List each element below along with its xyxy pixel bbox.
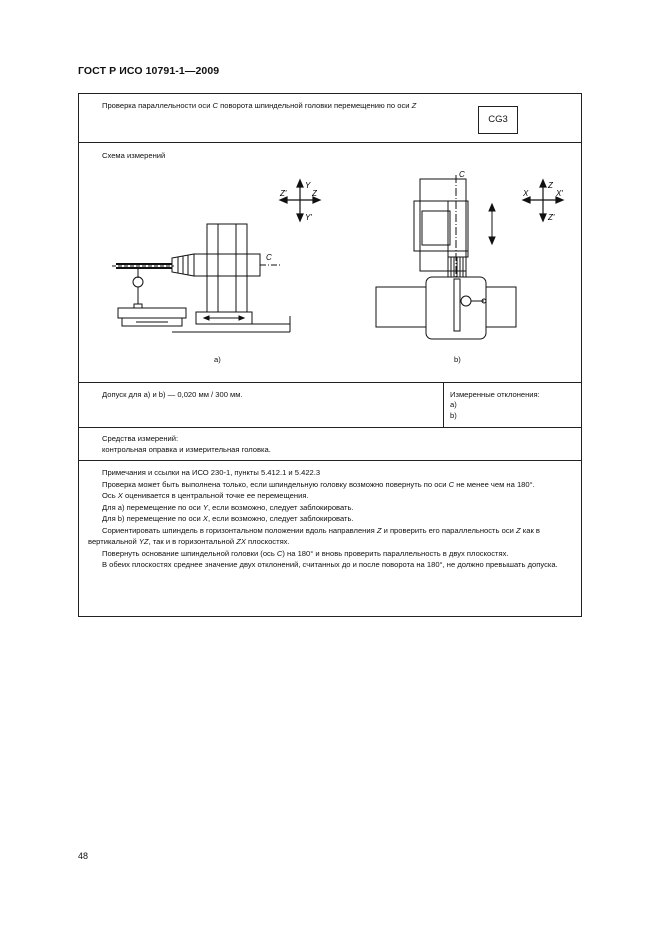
- row-divider: [79, 427, 581, 428]
- axis-label: Z': [548, 213, 555, 222]
- axis-label: Y: [305, 181, 311, 190]
- measured-b: b): [450, 411, 457, 420]
- measured-a: а): [450, 400, 457, 409]
- axis-c-label: C: [459, 170, 465, 179]
- row-divider: [79, 382, 581, 383]
- note-paragraph: Для а) перемещение по оси Y, если возможно, следует заблокировать.: [102, 502, 354, 512]
- tolerance-text: Допуск для а) и b) — 0,020 мм / 300 мм.: [102, 390, 243, 399]
- measured-label: Измеренные отклонения:: [450, 390, 540, 399]
- check-title: Проверка параллельности оси C поворота шпиндельной головки перемещению по оси Z: [102, 101, 417, 110]
- machine-drawing-b: [370, 165, 530, 350]
- scheme-label: Схема измерений: [102, 151, 166, 160]
- axes-symbol-b: [515, 178, 575, 226]
- note-paragraph: Для b) перемещение по оси X, если возможно, следует заблокировать.: [102, 514, 354, 523]
- page-number: 48: [78, 851, 89, 861]
- notes-heading: Примечания и ссылки на ИСО 230-1, пункты 5.412.1 и 5.422.3: [102, 468, 321, 477]
- axis-label: Z': [280, 189, 287, 198]
- instruments-label: Средства измерений:: [102, 434, 179, 443]
- axis-label: X: [523, 189, 529, 198]
- row-divider: [79, 142, 581, 143]
- note-paragraph: Повернуть основание шпиндельной головки (ось C) на 180° и вновь проверить параллельность в двух плоскостях.: [102, 548, 509, 558]
- row-divider: [79, 460, 581, 461]
- axis-label: X': [556, 189, 563, 198]
- axis-label: Z: [312, 189, 317, 198]
- column-divider: [443, 382, 444, 427]
- axis-c-label: C: [266, 253, 272, 262]
- note-paragraph: Сориентировать шпиндель в горизонтальном положении вдоль направления Z и проверить его параллельность оси Z как в вертикальной YZ, так и в горизонтальной ZX плоскостях.: [88, 525, 540, 546]
- note-paragraph: В обеих плоскостях среднее значение двух отклонений, считанных до и после поворота на 180°, не должно превышать допуска.: [102, 560, 558, 569]
- figure-b-caption: b): [454, 355, 461, 364]
- note-paragraph: Ось X оценивается в центральной точке ее перемещения.: [102, 491, 309, 500]
- notes-block: [88, 467, 574, 571]
- axes-symbol-a: [272, 178, 332, 226]
- note-paragraph: Проверка может быть выполнена только, если шпиндельную головку возможно повернуть по оси C не менее чем на 180°.: [102, 479, 535, 489]
- document-header: ГОСТ Р ИСО 10791-1—2009: [78, 65, 220, 77]
- axis-label: Y': [305, 213, 312, 222]
- check-code: CG3: [478, 106, 518, 134]
- figure-a-caption: а): [214, 355, 221, 364]
- instruments-value: контрольная оправка и измерительная головка.: [102, 445, 271, 454]
- machine-drawing-a: [112, 220, 302, 335]
- axis-label: Z: [548, 181, 553, 190]
